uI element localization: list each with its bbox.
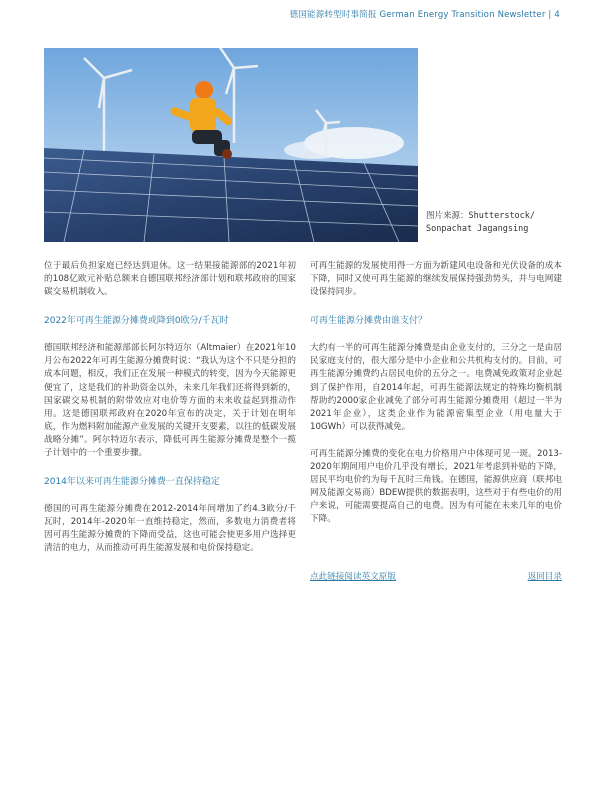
price-impact-paragraph: 可再生能源分摊费的变化在电力价格用户中体现可见一斑。2013-2020年期间用户电价几乎没有增长，2021年考虑到补贴的下降，居民平均电价约为每千瓦时三角钱。在德国，能源供应商（联邦电网及能源交易商）BDEW提供的数据表明，这些对于有些电价的用户来说，可能需要提高自己的电费。因为有可能在未来几年的电价下降。 [310, 448, 562, 525]
english-original-link[interactable]: 点此链接阅读英文原版 [310, 572, 396, 582]
solar-worker-photo [44, 48, 418, 242]
who-pays-paragraph: 大约有一半的可再生能源分摊费是由企业支付的，三分之一是由居民家庭支付的，很大部分是中小企业和公共机构支付的。目前，可再生能源分摊费约占居民电价的五分之一。电费减免政策对企业起到了保护作用，自2014年起，可再生能源法规定的特殊均衡机制帮助约2000家企业减免了部分可再生能源分摊费用（超过一半为2021年企业），这类企业作为能源密集型企业（用电量大于10GWh）可以获得减免。 [310, 343, 562, 432]
surcharge-2022-paragraph: 德国联邦经济和能源部部长阿尔特迈尔（Altmaier）在2021年10月公布2022年可再生能源分摊费时说：“我认为这个不只是分担的成本问题，相反，我们正在发展一种模式的转变，因为今天能源更便宜了，这是我们的补助资金以外，未来几年我们还将得到新的，国家碳交易机制的附带效应对电价等方面的未来收益起到推动作用。这是德国联邦政府在2020年宣布的决定，关于计划在明年底，作为燃料附加能源产业发展的关键开支要素，以往的低碳发展战略分摊”。阿尔特迈尔表示，降低可再生能源分摊费是整个一揽子计划中的一个重要步骤。 [44, 343, 296, 459]
newsletter-header: 德国能源转型时事简报 German Energy Transition Newsletter | 4 [289, 10, 560, 20]
left-column [44, 260, 296, 556]
right-column [310, 260, 562, 527]
section-heading-2022-surcharge: 2022年可再生能源分摊费或降到0欧分/千瓦时 [44, 316, 229, 327]
photo-caption [426, 210, 576, 236]
caption-line-2: Sonpachat Jagangsing [426, 224, 529, 234]
right-intro-paragraph: 可再生能源的发展使用得一方面为新建风电设备和光伏设备的成本下降，同时又使可再生能源的继续发展保持强劲势头，并与电网建设保持同步。 [310, 261, 562, 298]
stable-since-2014-paragraph: 德国的可再生能源分摊费在2012-2014年间增加了约4.3欧分/千瓦时，2014年-2020年一直维持稳定，然而，多数电力消费者将因可再生能源分摊费的下降而受益，这也可能会使更多用户选择更清洁的电力，从而推动可再生能源发展和电价保持稳定。 [44, 504, 296, 554]
section-heading-who-pays: 可再生能源分摊费由谁支付？ [310, 316, 428, 327]
section-heading-2014-stable: 2014年以来可再生能源分摊费一直保持稳定 [44, 477, 220, 488]
back-to-contents-link[interactable]: 返回目录 [527, 572, 562, 582]
left-intro-paragraph: 位于最后负担家庭已经达到退休。这一结果接能源部的2021年初的108亿欧元补贴总额来自德国联邦经济部计划和联邦政府的国家碳交易机制收入。 [44, 261, 296, 298]
caption-line-1: 图片来源：Shutterstock/ [426, 211, 536, 221]
